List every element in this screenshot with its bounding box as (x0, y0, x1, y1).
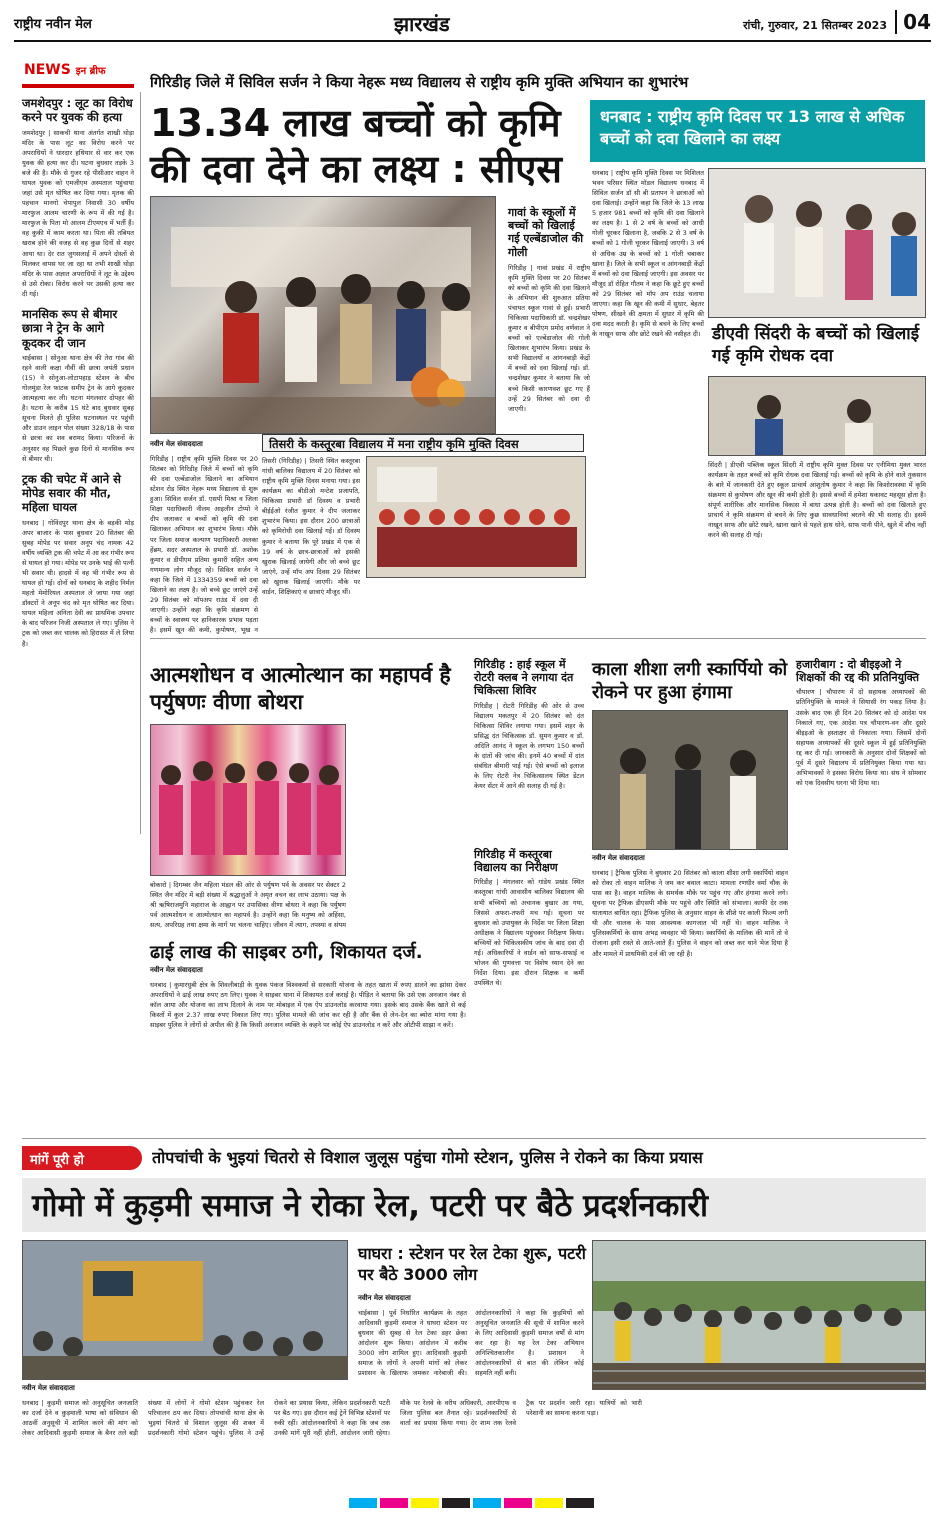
giridih-byline: नवीन मेल संवाददाता (150, 440, 203, 448)
cyber-text: धनबाद | कुमारधुबी क्षेत्र के शिवलीबाड़ी के युवक पंकज विश्वकर्मा से सरकारी योजना के तहत खाता में रुपए डालने का झांसा देकर अपराधियों ने ढाई लाख रुपए ठग लिए। युवक ने साइबर थाना में शिकायत दर्ज कराई है। पीड़ित ने बताया कि उसे एक अनजान नंबर से कॉल आया और योजना का लाभ दिलाने के नाम पर मोबाइल में एक ऐप डाउनलोड करवाया गया। इसके बाद उसके बैंक खाते से कई किस्तों में कुल 2.37 लाख रुपए निकाल लिए गए। पुलिस मामले की जांच कर रही है और बैंक से लेन-देन का ब्योरा मांगा गया है। साइबर पुलिस ने लोगों से अपील की है कि किसी अनजान व्यक्ति के कहने पर कोई ऐप डाउनलोड न करें और ओटीपी साझा न करें। (150, 981, 466, 1030)
brief1-text: जमशेदपुर | साकची थाना अंतर्गत शाखी घोड़ा मंदिर के पास लूट का विरोध करने पर अपराधियों ने धारदार हथियार से वार कर एक युवक की हत्या कर दी। घटना बुधवार तड़के 3 बजे की है। मौके से गुजर रहे पीसीआर वाहन ने घायल युवक को एमजीएम अस्पताल पहुंचाया जहां उसे मृत घोषित कर दिया गया। मृतक की पहचान मानगो चेपापुल निवासी 30 वर्षीय मारफुज आलम चारणी के रूप में की गई है। मारफुज के पिता मो आलम टीएमएच में भर्ती हैं। वह कुकी में काम करता था। पिता की तबियत खराब होने की वजह से वह कुछ दिनों से शहर आया था। देर रात जुगसलाई में अपने दोस्तों से मिलकर वापस घर जा रहा था तभी शाखी घोड़ा मंदिर के पास अज्ञात अपराधियों ने लूट के उद्देश्य से उसे रोका। विरोध करने पर उसकी हत्या कर दी गई। (22, 128, 134, 298)
footer-color-bar (14, 1492, 931, 1510)
masthead (14, 8, 931, 42)
color-swatch (535, 1498, 563, 1508)
scorpio-byline: नवीन मेल संवाददाता (592, 854, 645, 862)
scorpio-text: धनबाद | ट्रैफिक पुलिस ने बुधवार 20 सितंबर को काला शीशा लगी स्कार्पियो वाहन को रोका तो वाहन मालिक ने जम कर बवाल काटा। मामला रणधीर वर्मा चौक के पास का है। वाहन मालिक के समर्थक मौके पर पहुंच गए और हंगामा करने लगे। सूचना पर ट्रैफिक डीएसपी मौके पर पहुंचे और स्थिति को संभाला। काफी देर तक यातायात बाधित रहा। ट्रैफिक पुलिस के अनुसार वाहन के शीशे पर काली फिल्म लगी थी और चालक के पास आवश्यक कागजात भी नहीं थे। वाहन मालिक ने पुलिसकर्मियों के साथ अभद्र व्यवहार भी किया। स्कार्पियो के मालिक की मानें तो वे रोजाना इसी रास्ते से आते-जाते हैं। पुलिस ने वाहन को जब्त कर थाने भेज दिया है और मामले में प्राथमिकी दर्ज की जा रही है। (592, 869, 788, 958)
gomo-byline: नवीन मेल संवाददाता (22, 1384, 75, 1392)
gomo-byline-wrap (22, 1384, 132, 1396)
section-title: झारखंड (394, 12, 450, 36)
page-number: 04 (895, 10, 931, 34)
gomo-text: धनबाद | कुड़मी समाज को अनुसूचित जनजाति का दर्जा देने व कुड़माली भाषा को संविधान की आठवीं अनुसूची में शामिल करने की मांग को लेकर आदिवासी कुड़मी समाज के बैनर तले बड़ी संख्या में लोगों ने गोमो स्टेशन पहुंचकर रेल परिचालन ठप कर दिया। तोपचांची थाना क्षेत्र के भुइयां चितरो से विशाल जुलूस की शक्ल में प्रदर्शनकारी गोमो स्टेशन पहुंचे। पुलिस ने उन्हें रोकने का प्रयास किया, लेकिन प्रदर्शनकारी पटरी पर बैठ गए। इस दौरान कई ट्रेनें विभिन्न स्टेशनों पर रुकी रहीं। आंदोलनकारियों ने कहा कि जब तक उनकी मांगें पूरी नहीं होतीं, आंदोलन जारी रहेगा। मौके पर रेलवे के वरीय अधिकारी, आरपीएफ व जिला पुलिस बल तैनात रहे। प्रदर्शनकारियों से वार्ता का प्रयास किया गया। देर शाम तक रेलवे ट्रैक पर प्रदर्शन जारी रहा। यात्रियों को भारी परेशानी का सामना करना पड़ा। (22, 1399, 642, 1438)
dav-title: डीएवी सिंदरी के बच्चों को खिलाई गई कृमि रोधक दवा (708, 320, 926, 374)
color-swatch (504, 1498, 532, 1508)
brief-column (22, 92, 134, 834)
brief3-text: धनबाद | गोविंदपुर थाना क्षेत्र के बड़की मोड़ अपर बाजार के पास बुधवार 20 सितंबर की सुबह मोपेड पर सवार अनूप चंद नामक 42 वर्षीय व्यक्ति ट्रक की चपेट में आ कर गंभीर रूप से घायल हो गया। मोपेड पर उनके भाई की पत्नी भी सवार थी। हादसे में वह भी गंभीर रूप से घायल हो गई। दोनों को धनबाद के शहीद निर्मल महतो मेमोरियल अस्पताल ले जाया गया जहां डॉक्टरों ने अनूप चंद को मृत घोषित कर दिया। घायल महिला अनिता देवी का प्राथमिक उपचार के बाद परिजन निजी अस्पताल ले गए। पुलिस ने ट्रक को जब्त कर चालक को हिरासत में ले लिया है। (22, 518, 134, 648)
photo-women-illustration (151, 725, 346, 876)
hazaribagh-title: हजारीबाग : दो बीइइओ ने शिक्षकों की रद्द की प्रतिनियुक्ति (796, 658, 919, 685)
photo-train-crowd-illustration (23, 1241, 348, 1380)
gaon-text: गिरिडीह | गावां प्रखंड में राष्ट्रीय कृमि मुक्ति दिवस पर 20 सितंबर को बच्चों को कृमि की दवा खिलाने के अभियान की शुरुआत प्रतिया पंचायत स्कूल गावां से हुई। प्रभारी चिकित्सा पदाधिकारी डॉ. चन्द्रशेखर कुमार व बीपीएम प्रमोद वर्णवाल ने बच्चों को एल्बेंडाजोल की गोली खिलाकर शुभारंभ किया। प्रखंड के सभी विद्यालयों व आंगनबाड़ी केंद्रों में बच्चों को दवा खिलाई गई। डॉ. चन्द्रशेखर कुमार ने बताया कि जो बच्चे किसी कारणवश छूट गए हैं उन्हें 29 सितंबर को दवा दी जाएगी। (508, 263, 590, 413)
issue-date: रांची, गुरुवार, 21 सितम्बर 2023 (743, 19, 887, 32)
gomo-text-cont (592, 1394, 926, 1486)
kasturba-story (474, 848, 584, 1127)
tisri-title-box (262, 434, 584, 452)
giridih-story-byline (150, 440, 245, 452)
lower-divider (22, 1138, 926, 1139)
news-label: NEWS (24, 62, 71, 78)
gaon-story (508, 206, 590, 473)
main-headline-line2: की दवा देने का लक्ष्य : सीएस (150, 147, 562, 192)
color-swatch (380, 1498, 408, 1508)
cyber-headline: ढाई लाख की साइबर ठगी, शिकायत दर्ज. (150, 942, 423, 963)
kasturba-text: गिरिडीह | मंगलवार को गांडेय प्रखंड स्थित कस्तूरबा गांधी आवासीय बालिका विद्यालय की सभी बच्चियों को अचानक बुखार आ गया, जिससे अफरा-तफरी मच गई। सूचना पर बुधवार को उपायुक्त के निर्देश पर जिला शिक्षा अधीक्षक ने विद्यालय पहुंचकर निरीक्षण किया। बच्चियों को चिकित्सकीय जांच के बाद दवा दी गई। अधिकारियों ने वार्डन को साफ-सफाई व भोजन की गुणवत्ता पर विशेष ध्यान देने का निर्देश दिया। इस दौरान शिक्षक व कर्मी उपस्थित थे। (474, 878, 584, 987)
hazaribagh-story (796, 658, 926, 1117)
scorpio-headline: काला शीशा लगी स्कार्पियो को रोकने पर हुआ हंगामा (592, 659, 788, 704)
gomo-train-photo (22, 1240, 348, 1380)
color-swatch (473, 1498, 501, 1508)
column-rule (140, 92, 141, 834)
hazaribagh-text: चौपारण | चौपारण में दो सहायक अध्यापकों की प्रतिनियुक्ति के मामले ने सियासी रंग पकड़ लिया है। उसके बाद एक ही दिन 20 सितंबर को दो आदेश पत्र निकाले गए, एक आदेश पत्र चौपारण-वन और दूसरे बीइइओ के हस्ताक्षर से निकाला गया। जिसमें दोनों सहायक अध्यापकों की दूसरे स्कूल में हुई प्रतिनियुक्ति रद्द कर दी गई। जानकारी के अनुसार दोनों शिक्षकों को पूर्व में दूसरे विद्यालय में प्रतिनियुक्त किया गया था। अभिभावकों ने इसका विरोध किया था। संघ ने सोमवार को एक दिवसीय धरना भी दिया था। (796, 688, 926, 787)
news-sub-label: इन ब्रीफ (75, 66, 106, 77)
scorpio-byline-wrap (592, 854, 692, 866)
ghaghra-byline-wrap (358, 1294, 468, 1306)
tisri-title: तिसरी के कस्तूरबा विद्यालय में मना राष्ट्रीय कृमि मुक्ति दिवस (269, 437, 519, 451)
rotary-story (474, 658, 584, 841)
color-swatch (349, 1498, 377, 1508)
giridih-story-text: गिरिडीह | राष्ट्रीय कृमि मुक्ति दिवस पर 20 सितंबर को गिरिडीह जिले में बच्चों को कृमि की दवा एल्बेंडाजोल खिलाने का अभियान स्टेशन रोड स्थित नेहरू मध्य विद्यालय से शुरू हुआ। सिविल सर्जन डॉ. एसपी मिश्रा व जिला शिक्षा पदाधिकारी नीलम आइलीन टोप्पो ने दीप जलाकर व बच्चों को कृमि की दवा खिलाकर अभियान का शुभारंभ किया। मौके पर जिला समाज कल्याण पदाधिकारी अलका हेंब्रम, सदर अस्पताल के प्रभारी डॉ. अशोक कुमार व डीपीएम प्रतिमा कुमारी सहित अन्य गणमान्य लोग मौजूद रहे। सिविल सर्जन ने कहा कि जिले में 1334359 बच्चों को दवा खिलाने का लक्ष्य है। जो बच्चे छूट जाएंगे उन्हें 29 सितंबर को मॉपअप राउंड में दवा दी जाएगी। उन्होंने कहा कि कृमि संक्रमण से बच्चों के स्वास्थ्य पर हानिकारक प्रभाव पड़ता है। इसमें खून की कमी, कुपोषण, भूख न (150, 455, 258, 634)
cyber-byline: नवीन मेल संवाददाता (150, 966, 203, 974)
photo-distribution-illustration (709, 169, 926, 318)
ghaghra-track-photo (592, 1240, 926, 1390)
gaon-title: गावां के स्कूलों में बच्चों को खिलाई गई एल्बेंडाजोल की गोली (508, 206, 584, 259)
dhanbad-photo (708, 168, 926, 318)
gomo-kicker-tag: मांगें पूरी हो (22, 1146, 142, 1170)
giridih-campaign-photo (150, 196, 496, 434)
tisri-school-photo (366, 456, 586, 578)
color-swatch (566, 1498, 594, 1508)
dhanbad-text: धनबाद | राष्ट्रीय कृमि मुक्ति दिवस पर मिशिलत भवन परिसर स्थित मॉडल विद्यालय धनबाद में सिविल सर्जन डॉ सी बी प्रतापन ने छात्राओं को दवा खिलाई। उन्होंने कहा कि जिले के 13 लाख 5 हजार 981 बच्चों को कृमि की दवा खिलाने का लक्ष्य है। 1 से 2 वर्ष के बच्चों को आधी गोली चूरकर खिलाना है, जबकि 2 से 3 वर्ष के बच्चों को 1 गोली चूरकर खिलाई जाएगी। 3 वर्ष से अधिक उम्र के बच्चों को 1 गोली चबाकर खाना है। जिले के सभी स्कूल व आंगनबाड़ी केंद्रों में बच्चों को दवा खिलाई जाएगी। इस अवसर पर मौजूद डॉ रोहित गौतम ने कहा कि छूटे हुए बच्चों को 29 सितंबर को मॉप अप राउंड चलाया जाएगा। कहा कि खून की कमी में सुधार, बेहतर पोषण, सीखने की क्षमता में सुधार में कृमि की दवा मदद करती है। कृमि से बचने के लिए बच्चों के नाखून साफ और छोटे रखने की नसीहत दी। (592, 169, 704, 338)
photo-people-illustration (151, 197, 496, 434)
photo-protest-track-illustration (593, 1241, 926, 1390)
section-divider (150, 638, 926, 639)
paryushan-photo (150, 724, 346, 876)
color-swatch (442, 1498, 470, 1508)
dhanbad-banner: धनबाद : राष्ट्रीय कृमि दिवस पर 13 लाख से अधिक बच्चों को दवा खिलाने का लक्ष्य (590, 100, 925, 162)
brief1-title: जमशेदपुर : लूट का विरोध करने पर युवक की हत्या (22, 96, 133, 125)
brief2-text: चाईबासा | सोनुआ थाना क्षेत्र की तेरा गांव की रहने वाली कक्षा नौवीं की छात्रा जयंती प्रधान (15) ने सोनुआ-लोटापहाड़ स्टेशन के बीच गोलमुंडा रेल फाटक समीप ट्रेन के आगे कूदकर आत्महत्या कर ली। घटना मंगलवार दोपहर की है। घटना के करीब 15 घंटे बाद बुधवार सुबह सूचना मिलते ही पुलिस घटनास्थल पर पहुंची और डाउन लाइन पोल संख्या 328/18 के पास से छात्रा का शव बरामद किया। परिजनों के अनुसार वह पिछले कुछ दिनों से मानसिक रूप से बीमार थी। (22, 353, 134, 463)
paryushan-text-cont (352, 724, 464, 930)
main-headline-line1: 13.34 लाख बच्चों को कृमि (150, 101, 561, 145)
photo-classroom-illustration (709, 377, 926, 456)
brief-bar (22, 84, 134, 88)
ghaghra-text: चाईबासा | पूर्व निर्धारित कार्यक्रम के तहत आदिवासी कुड़मी समाज ने घाघरा स्टेशन पर बुधवार की सुबह से रेल टेका डहर छेका आंदोलन शुरू किया। आंदोलन में करीब 3000 लोग शामिल हुए। आदिवासी कुड़मी समाज के लोगों ने अपनी मांगों को लेकर प्रशासन के खिलाफ जमकर नारेबाजी की। आंदोलनकारियों ने कहा कि कुड़मियों को अनुसूचित जनजाति की सूची में शामिल करने के लिए आदिवासी कुड़मी समाज वर्षों से मांग कर रहा है। यह रेल टेका अभियान अनिश्चितकालीन है। प्रशासन ने आंदोलनकारियों से बात की लेकिन कोई सहमति नहीं बनी। (358, 1309, 584, 1378)
photo-students-illustration (367, 457, 586, 578)
ghaghra-title: घाघरा : स्टेशन पर रेल टेका शुरू, पटरी पर बैठे 3000 लोग (358, 1244, 586, 1284)
brief3-title: ट्रक की चपेट में आने से मोपेड सवार की मौत, महिला घायल (22, 471, 121, 515)
top-kicker: गिरिडीह जिले में सिविल सर्जन ने किया नेहरू मध्य विद्यालय से राष्ट्रीय कृमि मुक्ति अभियान का शुभारंभ (150, 75, 689, 91)
brief2-title: मानसिक रूप से बीमार छात्रा ने ट्रेन के आगे कूदकर दी जान (22, 306, 118, 350)
ghaghra-byline: नवीन मेल संवाददाता (358, 1294, 411, 1302)
scorpio-photo (592, 710, 788, 850)
dav-text: सिंदरी | डीएवी पब्लिक स्कूल सिंदरी में राष्ट्रीय कृमि मुक्त दिवस पर एनीमिया मुक्त भारत कार्यक्रम के तहत बच्चों को कृमि रोधक दवा खिलाई गई। बच्चों को कृमि के होने वाले नुकसान के बारे में जानकारी देते हुए स्कूल प्राचार्य आशुतोष कुमार ने कहा कि किशोरावस्था में कृमि संक्रमण से कुपोषण और खून की कमी होती है। इससे बच्चों में हमेशा थकावट महसूस होता है। संपूर्ण शारीरिक और मानसिक विकास में बाधा उत्पन्न होती है। बच्चों को दवा खिलाते हुए प्राचार्य ने कृमि संक्रमण से बचने के लिए कुछ सावधानियां बरतने की भी सलाह दी। इसमें नाखून साफ और छोटे रखने, खाना खाने से पहले हाथ धोने, साफ पानी पीने, खुले में शौच नहीं करने की सलाह दी गई। (708, 461, 926, 540)
photo-police-crowd-illustration (593, 711, 788, 850)
tisri-text-cont (366, 582, 586, 634)
gomo-headline: गोमो में कुड़मी समाज ने रोका रेल, पटरी पर बैठे प्रदर्शनकारी (22, 1178, 926, 1232)
paryushan-headline: आत्मशोधन व आत्मोत्थान का महापर्व है पर्युषणः वीणा बोथरा (150, 663, 451, 715)
tisri-text: तिसरी (गिरिडीह) | तिसरी स्थित कस्तूरबा गांधी बालिका विद्यालय में 20 सितंबर को राष्ट्रीय कृमि मुक्ति दिवस मनाया गया। इस कार्यक्रम का बीडीओ मन्टेश प्रजापति, चिकित्सा प्रभारी डॉ दिवस्य व प्रभारी बीईईओ रंजीत कुमार ने दीप जलाकर शुभारंभ किया। इस दौरान 200 छात्राओं को कृमिरोधी दवा खिलाई गई। डॉ दिवस्य कुमार ने बताया कि पूरे प्रखंड में एक से 19 वर्ष के छात्र-छात्राओं को इसकी खुराक खिलाई जायेगी और जो बच्चे छूट जाएंगे, उन्हें मॉप अप दिवस 29 सितंबर को खुराक खिलाई जाएगी। मौके पर वार्डन, शिक्षिकाएं व छात्राएं मौजूद थीं। (262, 457, 360, 596)
color-swatch (411, 1498, 439, 1508)
rotary-title: गिरिडीह : हाई स्कूल में रोटरी क्लब ने लगाया दंत चिकित्सा शिविर (474, 658, 574, 698)
paryushan-text: बोकारो | दिगम्बर जैन महिला मंडल की ओर से पर्युषण पर्व के अवसर पर सेक्टर 2 स्थित जैन मंदिर में बड़ी संख्या में श्रद्धालुओं ने अमृत वचन का लाभ उठाया। पक्ष के श्री ऋषिराजमुनि महाराज के आह्वान पर उपासिका वीणा बोथरा ने कहा कि पर्युषण पर्व आत्मशोधन व आत्मोत्थान का महापर्व है। उन्होंने कहा कि मनुष्य को अहिंसा, सत्य, अपरिग्रह तथा क्षमा के मार्ग पर चलना चाहिए। जीवन में त्याग, तपस्या व संयम (150, 881, 346, 930)
dav-photo (708, 376, 926, 456)
news-brief-label (24, 62, 106, 78)
rotary-text: गिरिडीह | रोटरी गिरिडीह की ओर से उच्च विद्यालय मकतपुर में 20 सितंबर को दंत चिकित्सा शिविर लगाया गया। इसमें शहर के प्रसिद्ध दंत चिकित्सक डॉ. सुमन कुमार व डॉ. अदिति आनंद ने स्कूल के लगभग 150 बच्चों के दांतों की जांच की। इनमें 40 बच्चों में दांत संबंधित बीमारी पाई गई। ऐसे बच्चों को इलाज के लिए रोटरी नेत्र चिकित्सालय स्थित डेंटल केयर सेंटर में आने की सलाह दी गई है। (474, 701, 584, 791)
color-swatches (14, 1492, 931, 1511)
gomo-kicker: तोपचांची के भुइयां चितरो से विशाल जुलूस पहुंचा गोमो स्टेशन, पुलिस ने रोकने का किया प्रयास (152, 1148, 703, 1167)
kasturba-title: गिरिडीह में कस्तूरबा विद्यालय का निरीक्षण (474, 848, 558, 875)
paper-name: राष्ट्रीय नवीन मेल (14, 17, 92, 32)
main-headline (150, 100, 580, 193)
cyber-byline-wrap (150, 966, 250, 978)
